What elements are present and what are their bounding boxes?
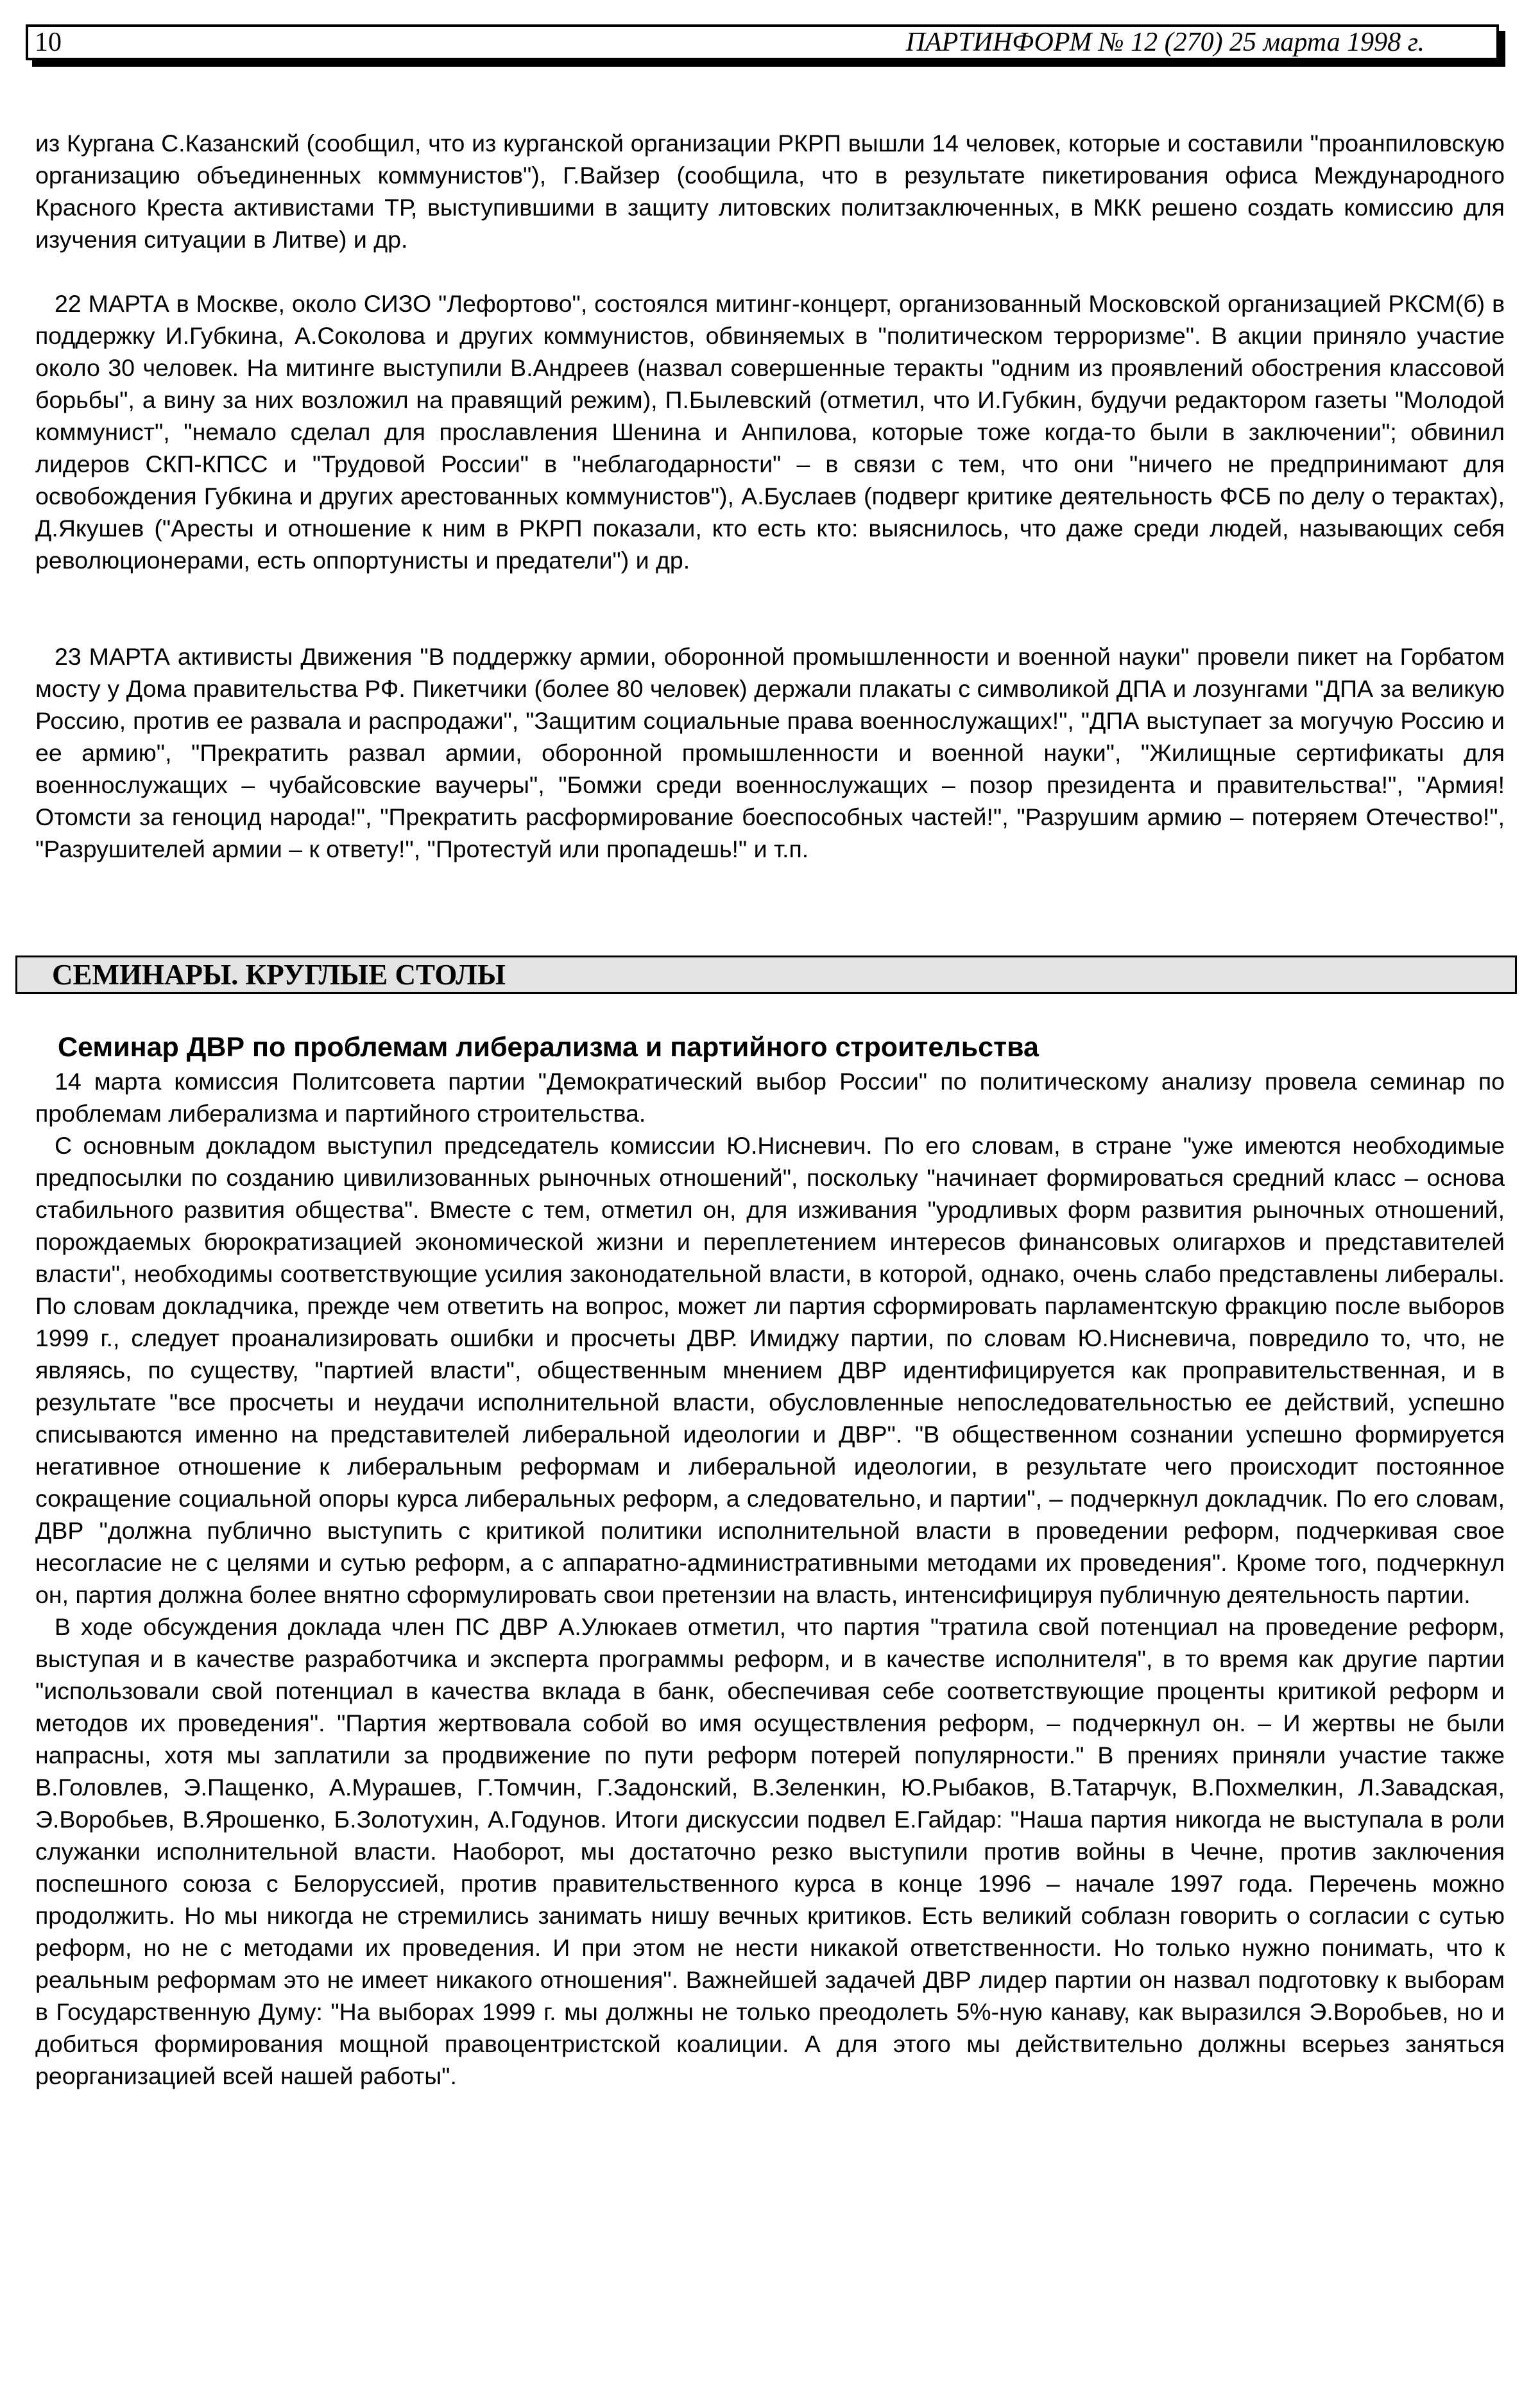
intro-paragraph: из Кургана С.Казанский (сообщил, что из курганской организации РКРП вышли 14 человек, которые и составили "проанпиловскую организацию объединенных коммунистов"), Г.Вайзер (сообщила, что в результате пикетирования офиса Международного Красного Креста активистами ТР, выступившими в защиту литовских политзаключенных, в МКК решено создать комиссию для изучения ситуации в Литве) и др. [35,130,1505,253]
event-paragraph-march-22: 22 МАРТА в Москве, около СИЗО "Лефортово", состоялся митинг-концерт, организованный Московской организацией РКСМ(б) в поддержку И.Губкина, А.Соколова и других коммунистов, обвиняемых в "политическом терроризме". В акции приняло участие около 30 человек. На митинге выступили В.Андреев (назвал совершенные теракты "одним из проявлений обострения классовой борьбы", а вину за них возложил на правящий режим), П.Былевский (отметил, что И.Губкин, будучи редактором газеты "Молодой коммунист", "немало сделал для прославления Шенина и Анпилова, которые тоже когда-то были в заключении"; обвинил лидеров СКП-КПСС и "Трудовой России" в "неблагодарности" – в связи с тем, что они "ничего не предпринимают для освобождения Губкина и других арестованных коммунистов"), А.Буслаев (подверг критике деятельность ФСБ по делу о терактах), Д.Якушев ("Аресты и отношение к ним в РКРП показали, кто есть кто: выяснилось, что даже среди людей, называющих себя революционерами, есть оппортунисты и предатели") и др. [35,290,1505,574]
article-body [35,1065,1505,2092]
publication-info: ПАРТИНФОРМ № 12 (270) 25 марта 1998 г. [905,28,1425,57]
page-number: 10 [35,28,62,57]
article-paragraph: 14 марта комиссия Политсовета партии "Демократический выбор России" по политическому анализу провела семинар по проблемам либерализма и партийного строительства. [35,1068,1505,1127]
event-paragraph-march-23: 23 МАРТА активисты Движения "В поддержку армии, оборонной промышленности и военной науки" провели пикет на Горбатом мосту у Дома правительства РФ. Пикетчики (более 80 человек) держали плакаты с символикой ДПА и лозунгами "ДПА за великую Россию, против ее развала и распродажи", "Защитим социальные права военнослужащих!", "ДПА выступает за могучую Россию и ее армию", "Прекратить развал армии, оборонной промышленности и военной науки", "Жилищные сертификаты для военнослужащих – чубайсовские ваучеры", "Бомжи среди военнослужащих – позор президента и правительства!", "Армия! Отомсти за геноцид народа!", "Прекратить расформирование боеспособных частей!", "Разрушим армию – потеряем Отечество!", "Разрушителей армии – к ответу!", "Протестуй или пропадешь!" и т.п. [35,643,1505,862]
page-header [26,24,1499,60]
section-title: СЕМИНАРЫ. КРУГЛЫЕ СТОЛЫ [52,959,506,991]
article-paragraph: В ходе обсуждения доклада член ПС ДВР А.Улюкаев отметил, что партия "тратила свой потенциал на проведение реформ, выступая и в качестве разработчика и эксперта программы реформ, и в качестве исполнителя", в то время как другие партии "использовали свой потенциал в качества вклада в банк, обеспечивая себе соответствующие проценты критикой реформ и методов их проведения". "Партия жертвовала собой во имя осуществления реформ, – подчеркнул он. – И жертвы не были напрасны, хотя мы заплатили за продвижение по пути реформ потерей популярности." В прениях приняли участие также В.Головлев, Э.Пащенко, А.Мурашев, Г.Томчин, Г.Задонский, В.Зеленкин, Ю.Рыбаков, В.Татарчук, В.Похмелкин, Л.Завадская, Э.Воробьев, В.Ярошенко, Б.Золотухин, А.Годунов. Итоги дискуссии подвел Е.Гайдар: "Наша партия никогда не выступала в роли служанки исполнительной власти. Наоборот, мы достаточно резко выступили против войны в Чечне, против заключения поспешного союза с Белоруссией, против правительственного курса в конце 1996 – начале 1997 года. Перечень можно продолжить. Но мы никогда не стремились занимать нишу вечных критиков. Есть великий соблазн говорить о согласии с сутью реформ, но не с методами их проведения. И при этом не нести никакой ответственности. Но только нужно понимать, что к реальным реформам это не имеет никакого отношения". Важнейшей задачей ДВР лидер партии он назвал подготовку к выборам в Государственную Думу: "На выборах 1999 г. мы должны не только преодолеть 5%-ную канаву, как выразился Э.Воробьев, но и добиться формирования мощной правоцентристской коалиции. А для этого мы действительно должны всерьез заняться реорганизацией всей нашей работы". [35,1613,1505,2089]
article-paragraph: С основным докладом выступил председатель комиссии Ю.Нисневич. По его словам, в стране "уже имеются необходимые предпосылки по созданию цивилизованных рыночных отношений", поскольку "начинает формироваться средний класс – основа стабильного развития общества". Вместе с тем, отметил он, для изживания "уродливых форм развития рыночных отношений, порождаемых бюрократизацией экономической жизни и переплетением интересов финансовых олигархов и представителей власти", необходимы соответствующие усилия законодательной власти, в которой, однако, очень слабо представлены либералы. По словам докладчика, прежде чем ответить на вопрос, может ли партия сформировать парламентскую фракцию после выборов 1999 г., следует проанализировать ошибки и просчеты ДВР. Имиджу партии, по словам Ю.Нисневича, повредило то, что, не являясь, по существу, "партией власти", общественным мнением ДВР идентифицируется как проправительственная, и в результате "все просчеты и неудачи исполнительной власти, обусловленные непоследовательностью ее действий, успешно списываются именно на представителей либеральной идеологии и ДВР". "В общественном сознании успешно формируется негативное отношение к либеральным реформам и либеральной идеологии, в результате чего происходит постоянное сокращение социальной опоры курса либеральных реформ, а следовательно, и партии", – подчеркнул докладчик. По его словам, ДВР "должна публично выступить с критикой политики исполнительной власти в проведении реформ, подчеркивая свое несогласие не с целями и сутью реформ, а с аппаратно-административными методами их проведения". Кроме того, подчеркнул он, партия должна более внятно сформулировать свои претензии на власть, интенсифицируя публичную деятельность партии. [35,1132,1505,1608]
section-heading-bar [15,955,1517,994]
article-title: Семинар ДВР по проблемам либерализма и партийного строительства [58,1032,1039,1063]
